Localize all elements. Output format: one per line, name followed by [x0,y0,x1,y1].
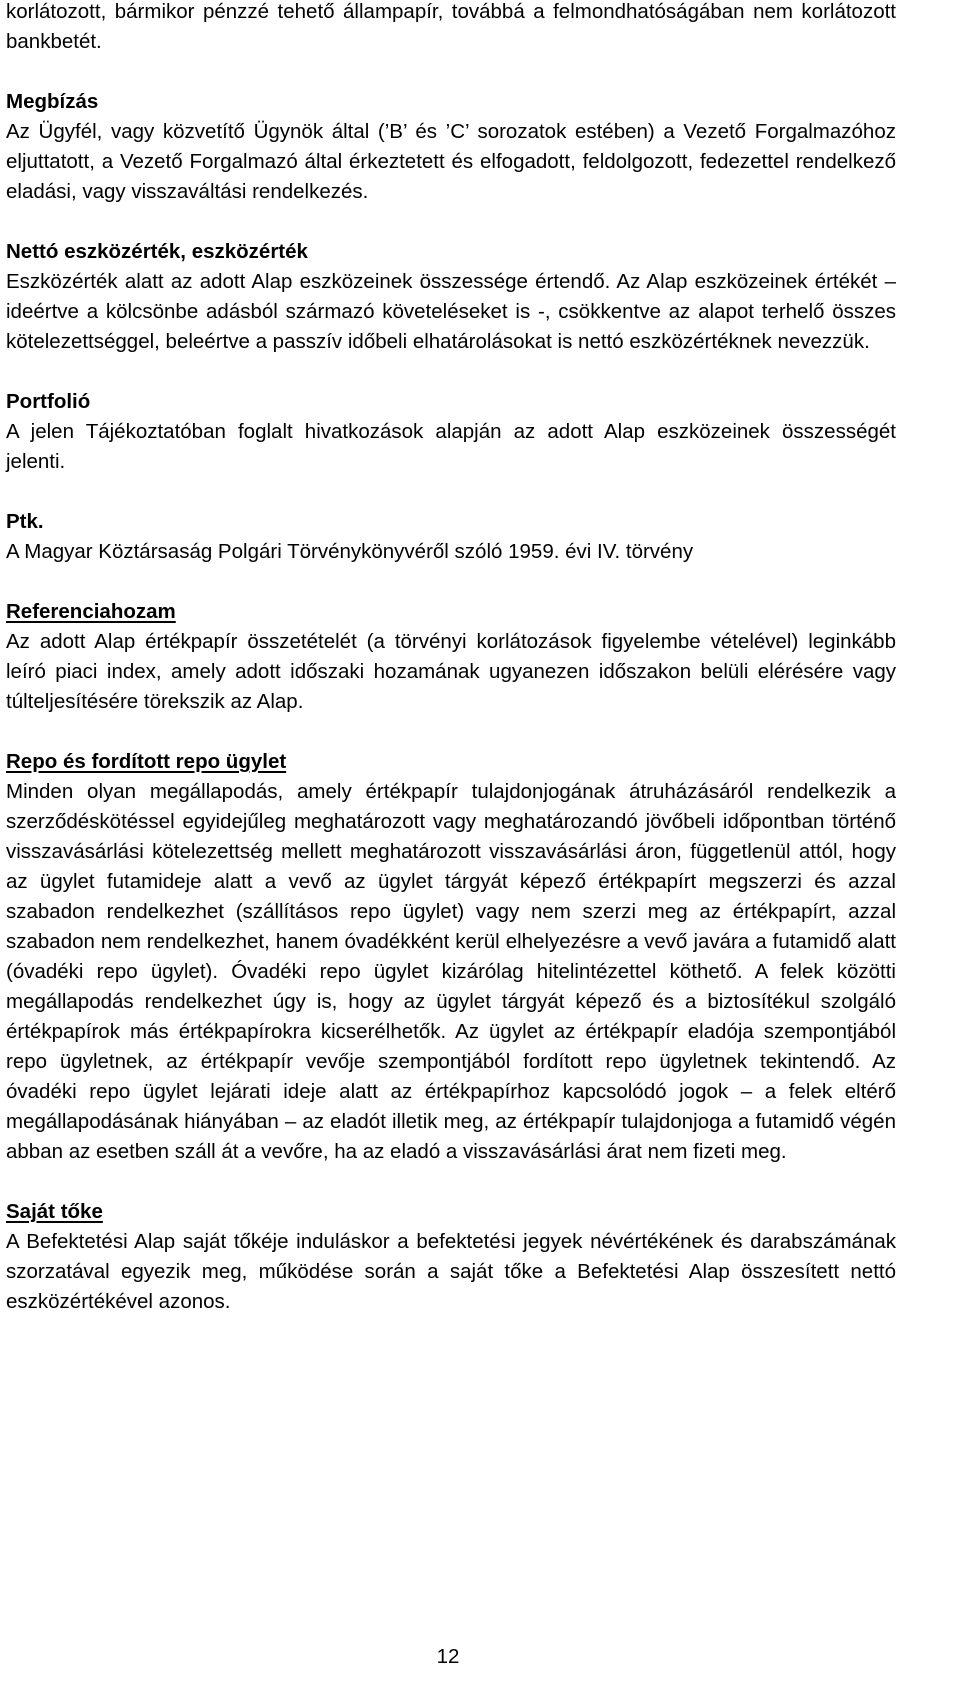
section-sajat-toke [6,1197,896,1317]
term-definition: Minden olyan megállapodás, amely értékpapír tulajdonjogának átruházásáról rendelkezik a szerződéskötéssel egyidejűleg meghatározott vagy meghatározandó jövőbeli időpontban történő visszavásárlási kötelezettség mellett meghatározott visszavásárlási áron, függetlenül attól, hogy az ügylet futamideje alatt a vevő az ügylet tárgyát képező értékpapírt megszerzi és azzal szabadon rendelkezhet (szállításos repo ügylet) vagy nem szerzi meg az értékpapírt, azzal szabadon nem rendelkezhet, hanem óvadékként kerül elhelyezésre a vevő javára a futamidő alatt (óvadéki repo ügylet). Óvadéki repo ügylet kizárólag hitelintézettel köthető. A felek közötti megállapodás rendelkezhet úgy is, hogy az ügylet tárgyát képező és a biztosítékul szolgáló értékpapírok más értékpapírokra kicserélhetők. Az ügylet az értékpapír eladója szempontjából repo ügyletnek, az értékpapír vevője szempontjából fordított repo ügyletnek tekintendő. Az óvadéki repo ügylet lejárati ideje alatt az értékpapírhoz kapcsolódó jogok – a felek eltérő megállapodásának hiányában – az eladót illetik meg, az értékpapír tulajdonjoga a futamidő végén abban az esetben száll át a vevőre, ha az eladó a visszavásárlási árat nem fizeti meg. [6,780,896,1163]
term-heading: Referenciahozam [6,600,176,623]
intro-paragraph: korlátozott, bármikor pénzzé tehető állampapír, továbbá a felmondhatóságában nem korlátozott bankbetét. [6,0,896,53]
term-heading: Ptk. [6,510,44,533]
section-ptk [6,507,896,567]
term-heading: Repo és fordított repo ügylet [6,750,287,773]
term-definition: A jelen Tájékoztatóban foglalt hivatkozások alapján az adott Alap eszközeinek összességét jelenti. [6,420,896,473]
term-heading: Megbízás [6,90,99,113]
section-megbizas [6,87,896,207]
section-referenciahozam [6,597,896,717]
term-definition: A Befektetési Alap saját tőkéje induláskor a befektetési jegyek névértékének és darabszámának szorzatával egyezik meg, működése során a saját tőke a Befektetési Alap összesített nettó eszközértékével azonos. [6,1230,896,1313]
section-portfolio [6,387,896,477]
term-definition: A Magyar Köztársaság Polgári Törvénykönyvéről szóló 1959. évi IV. törvény [6,540,694,563]
page-content [6,0,896,1317]
term-definition: Az Ügyfél, vagy közvetítő Ügynök által (’B’ és ’C’ sorozatok estében) a Vezető Forgalmazóhoz eljuttatott, a Vezető Forgalmazó által érkeztetett és elfogadott, feldolgozott, fedezettel rendelkező eladási, vagy visszaváltási rendelkezés. [6,120,896,203]
term-definition: Az adott Alap értékpapír összetételét (a törvényi korlátozások figyelembe vételével) leginkább leíró piaci index, amely adott időszaki hozamának ugyanezen időszakon belüli elérésére vagy túlteljesítésére törekszik az Alap. [6,630,896,713]
section-netto-eszkozertek [6,237,896,357]
term-heading: Saját tőke [6,1200,103,1223]
term-definition: Eszközérték alatt az adott Alap eszközeinek összessége értendő. Az Alap eszközeinek értékét – ideértve a kölcsönbe adásból származó követeléseket is -, csökkentve az alapot terhelő összes kötelezettséggel, beleértve a passzív időbeli elhatárolásokat is nettó eszközértéknek nevezzük. [6,270,896,353]
page-number: 12 [436,1645,460,1668]
term-heading: Nettó eszközérték, eszközérték [6,240,308,263]
section-repo-ugylet [6,747,896,1167]
term-heading: Portfolió [6,390,91,413]
